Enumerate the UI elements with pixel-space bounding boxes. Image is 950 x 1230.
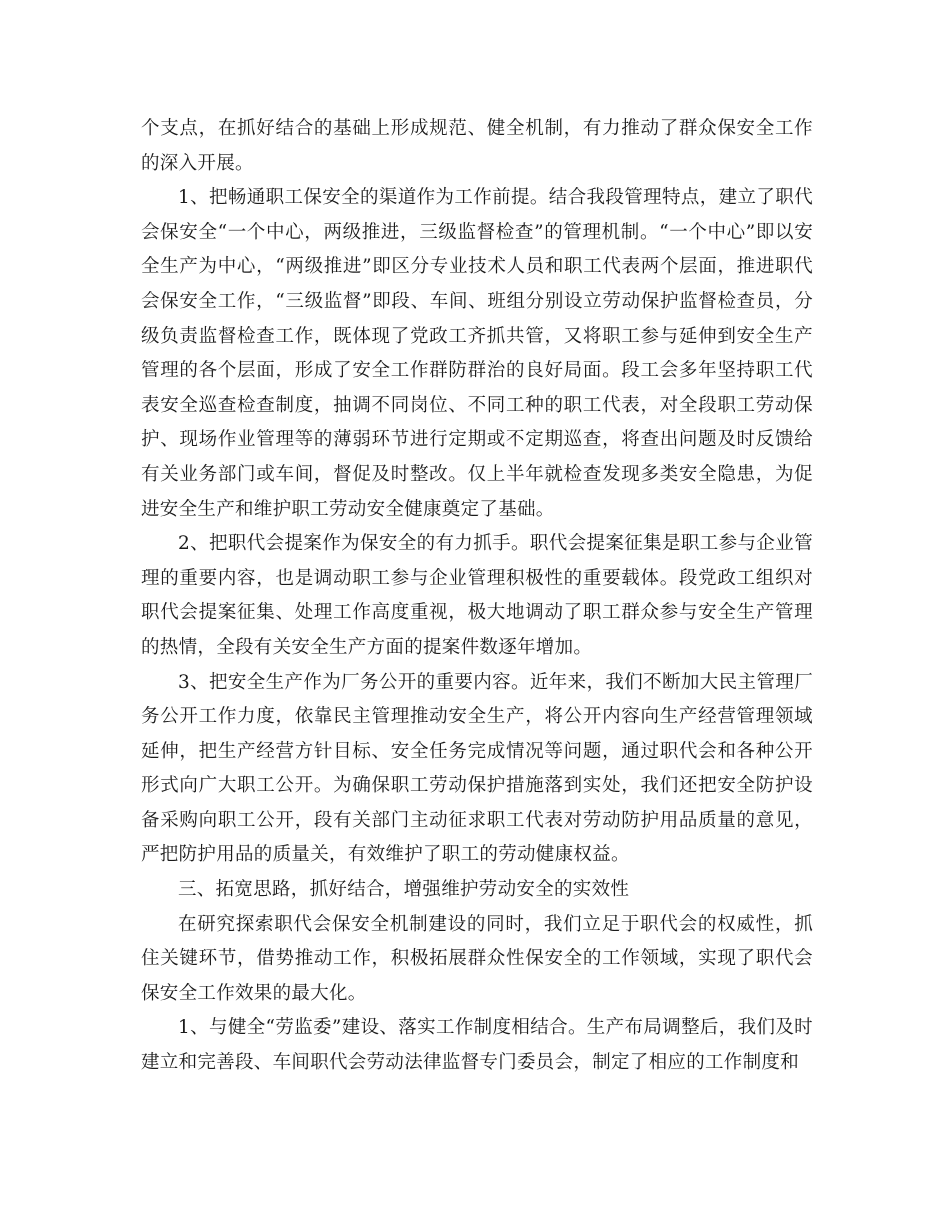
- paragraph-item-2-proposals: 2、把职代会提案作为保安全的有力抓手。职代会提案征集是职工参与企业管理的重要内容，也是调动职工参与企业管理积极性的重要载体。段党政工组织对职代会提案征集、处理工作高度重视，极大地调动了职工群众参与安全生产管理的热情，全段有关安全生产方面的提案件数逐年增加。: [141, 533, 813, 658]
- document-body: [141, 112, 813, 1081]
- paragraph-section-intro: 在研究探索职代会保安全机制建设的同时，我们立足于职代会的权威性，抓住关键环节，借势推动工作，积极拓展群众性保安全的工作领域，实现了职代会保安全工作效果的最大化。: [141, 913, 813, 1004]
- paragraph-item-1-channels: 1、把畅通职工保安全的渠道作为工作前提。结合我段管理特点，建立了职代会保安全“一个中心，两级推进，三级监督检查”的管理机制。“一个中心”即以安全生产为中心，“两级推进”即区分专业技术人员和职工代表两个层面，推进职代会保安全工作，“三级监督”即段、车间、班组分别设立劳动保护监督检查员，分级负责监督检查工作，既体现了党政工齐抓共管，又将职工参与延伸到安全生产管理的各个层面，形成了安全工作群防群治的良好局面。段工会多年坚持职工代表安全巡查检查制度，抽调不同岗位、不同工种的职工代表，对全段职工劳动保护、现场作业管理等的薄弱环节进行定期或不定期巡查，将查出问题及时反馈给有关业务部门或车间，督促及时整改。仅上半年就检查发现多类安全隐患，为促进安全生产和维护职工劳动安全健康奠定了基础。: [141, 187, 813, 520]
- paragraph-continuation: 个支点，在抓好结合的基础上形成规范、健全机制，有力推动了群众保安全工作的深入开展。: [141, 118, 813, 174]
- paragraph-item-1-labor-committee: 1、与健全“劳监委”建设、落实工作制度相结合。生产布局调整后，我们及时建立和完善段、车间职代会劳动法律监督专门委员会，制定了相应的工作制度和: [141, 1017, 813, 1074]
- paragraph-item-3-openness: 3、把安全生产作为厂务公开的重要内容。近年来，我们不断加大民主管理厂务公开工作力度，依靠民主管理推动安全生产，将公开内容向生产经营管理领域延伸，把生产经营方针目标、安全任务完成情况等问题，通过职代会和各种公开形式向广大职工公开。为确保职工劳动保护措施落到实处，我们还把安全防护设备采购向职工公开，段有关部门主动征求职工代表对劳动防护用品质量的意见，严把防护用品的质量关，有效维护了职工的劳动健康权益。: [141, 671, 813, 866]
- section-heading-three: 三、拓宽思路，抓好结合，增强维护劳动安全的实效性: [178, 879, 630, 901]
